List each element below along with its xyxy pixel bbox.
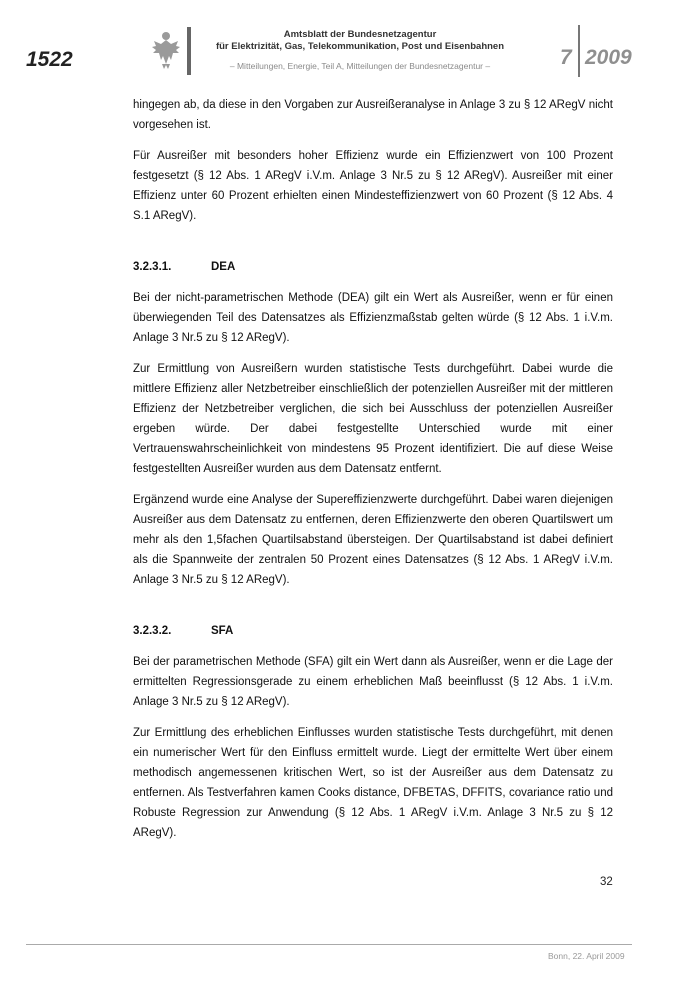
paragraph: Für Ausreißer mit besonders hoher Effizienz wurde ein Effizienzwert von 100 Prozent festgesetzt (§ 12 Abs. 1 ARegV i.V.m. Anlage 3 Nr.5 zu § 12 ARegV). Ausreißer mit einer Effizienz unter 60 Prozent erhielten einen Mindesteffizienzwert von 60 Prozent (§ 12 Abs. 4 S.1 ARegV). [133, 150, 613, 222]
paragraph: Ergänzend wurde eine Analyse der Supereffizienzwerte durchgeführt. Dabei waren diejenigen Ausreißer aus dem Datensatz zu entfernen, deren Effizienzwerte den oberen Quartilswert um mehr als den 1,5fachen Quartilsabstand übersteigen. Der Quartilsabstand ist dabei definiert als die Spannweite der zentralen 50 Prozent eines Datensatzes (§ 12 Abs. 1 ARegV i.V.m. Anlage 3 Nr.5 zu § 12 ARegV). [133, 494, 613, 586]
journal-title-line2: für Elektrizität, Gas, Telekommunikation, Post und Eisenbahnen [215, 41, 505, 52]
footer-date: Bonn, 22. April 2009 [548, 951, 625, 961]
issue-divider [578, 25, 580, 77]
section-heading-sfa [133, 621, 613, 641]
section-heading-dea [133, 257, 613, 277]
document-body [133, 95, 613, 854]
section-title: DEA [211, 261, 236, 273]
paragraph: Bei der nicht-parametrischen Methode (DEA) gilt ein Wert als Ausreißer, wenn er für einen überwiegenden Teil des Datensatzes als Effizienzmaßstab gelten würde (§ 12 Abs. 1 i.V.m. Anlage 3 Nr.5 zu § 12 ARegV). [133, 292, 613, 344]
paragraph: hingegen ab, da diese in den Vorgaben zur Ausreißeranalyse in Anlage 3 zu § 12 ARegV nicht vorgesehen ist. [133, 99, 613, 131]
page-number: 1522 [26, 48, 73, 71]
section-title: SFA [211, 625, 234, 637]
section-number: 3.2.3.1. [133, 261, 172, 273]
journal-title [196, 29, 524, 74]
paragraph: Zur Ermittlung des erheblichen Einflusses wurden statistische Tests durchgeführt, mit denen ein numerischer Wert für den Einfluss ermittelt wurde. Liegt der ermittelte Wert über einem methodisch angemessenen kritischen Wert, so ist der Ausreißer aus dem Datensatz zu entfernen. Als Testverfahren kamen Cooks distance, DFBETAS, DFFITS, covariance ratio und Robuste Regression zur Anwendung (§ 12 Abs. 1 ARegV i.V.m. Anlage 3 Nr.5 zu § 12 ARegV). [133, 727, 613, 839]
paragraph: Zur Ermittlung von Ausreißern wurden statistische Tests durchgeführt. Dabei wurde die mittlere Effizienz aller Netzbetreiber einschließlich der potenziellen Ausreißer mit der mittleren Effizienz der Netzbetreiber verglichen, die sich bei Ausschluss der potenziellen Ausreißer ergeben würde. Der dabei festgestellte Unterschied wurde mit einer Vertrauenswahrscheinlichkeit von mindestens 95 Prozent identifiziert. Die auf diese Weise festgestellten Ausreißer wurden aus dem Datensatz entfernt. [133, 363, 613, 475]
section-number: 3.2.3.2. [133, 625, 172, 637]
document-page-number: 32 [600, 876, 613, 888]
issue-number: 7 [560, 46, 572, 69]
journal-subtitle: – Mitteilungen, Energie, Teil A, Mitteilungen der Bundesnetzagentur – [229, 61, 491, 71]
header-divider [187, 27, 191, 75]
paragraph: Bei der parametrischen Methode (SFA) gilt ein Wert dann als Ausreißer, wenn er die Lage der ermittelten Regressionsgerade zu einem erheblichen Maß beeinflusst (§ 12 Abs. 1 i.V.m. Anlage 3 Nr.5 zu § 12 ARegV). [133, 656, 613, 708]
footer-divider [26, 944, 632, 945]
issue-year: 2009 [585, 46, 632, 69]
federal-eagle-icon [150, 30, 182, 70]
journal-title-line1: Amtsblatt der Bundesnetzagentur [283, 29, 437, 40]
